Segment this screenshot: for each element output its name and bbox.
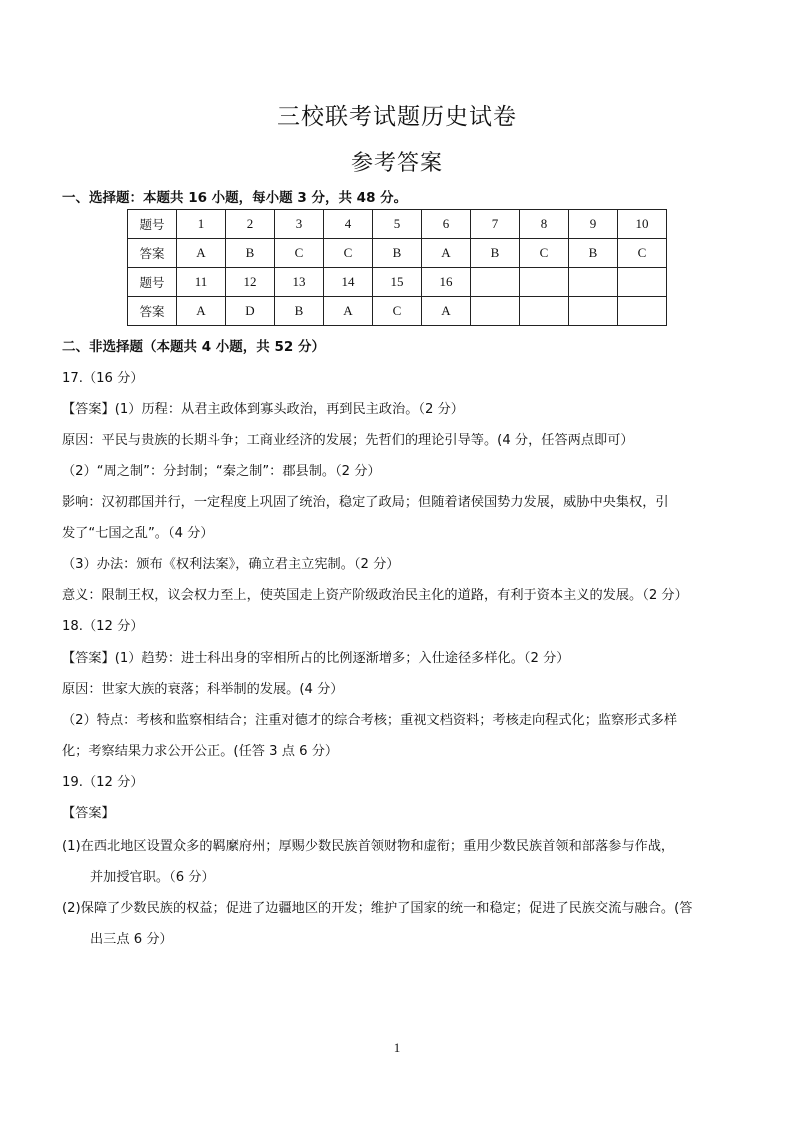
table-cell: C	[275, 239, 324, 268]
answer-line: 影响：汉初郡国并行，一定程度上巩固了统治，稳定了政局；但随着诸侯国势力发展，威胁中央集权，引	[62, 495, 669, 510]
table-cell: 10	[618, 210, 667, 239]
table-cell: C	[618, 239, 667, 268]
table-cell: 9	[569, 210, 618, 239]
table-cell: 13	[275, 268, 324, 297]
answer-line: （2）“周之制”：分封制；“秦之制”：郡县制。（2 分）	[62, 464, 381, 479]
table-cell	[618, 297, 667, 326]
table-cell: A	[177, 239, 226, 268]
table-cell: B	[226, 239, 275, 268]
table-cell	[520, 268, 569, 297]
table-cell: 15	[373, 268, 422, 297]
document-subtitle: 参考答案	[350, 151, 443, 176]
table-row	[128, 239, 667, 268]
table-cell: B	[373, 239, 422, 268]
question-18-heading: 18.（12 分）	[62, 619, 144, 634]
table-cell: 12	[226, 268, 275, 297]
table-cell: C	[324, 239, 373, 268]
table-cell: D	[226, 297, 275, 326]
table-cell	[520, 297, 569, 326]
section-1-heading: 一、选择题：本题共 16 小题，每小题 3 分，共 48 分。	[62, 190, 408, 206]
table-cell: 3	[275, 210, 324, 239]
answer-line: 化；考察结果力求公开公正。(任答 3 点 6 分）	[62, 744, 339, 759]
answer-line: 出三点 6 分）	[90, 932, 173, 947]
table-cell: 题号	[128, 210, 177, 239]
answer-line: 原因：平民与贵族的长期斗争；工商业经济的发展；先哲们的理论引导等。(4 分，任答两点即可）	[62, 433, 634, 448]
table-cell: 7	[471, 210, 520, 239]
table-cell: B	[471, 239, 520, 268]
table-cell: A	[177, 297, 226, 326]
table-cell: 5	[373, 210, 422, 239]
table-cell	[471, 268, 520, 297]
answer-line: （3）办法：颁布《权利法案》，确立君主立宪制。（2 分）	[62, 557, 400, 572]
table-cell: 题号	[128, 268, 177, 297]
table-cell: B	[569, 239, 618, 268]
table-row	[128, 210, 667, 239]
answer-line: 【答案】(1）趋势：进士科出身的宰相所占的比例逐渐增多；入仕途径多样化。（2 分）	[62, 651, 570, 666]
table-cell	[471, 297, 520, 326]
table-cell: C	[520, 239, 569, 268]
table-row	[128, 297, 667, 326]
table-cell: B	[275, 297, 324, 326]
page-number: 1	[393, 1040, 401, 1055]
table-row	[128, 268, 667, 297]
table-cell: 答案	[128, 239, 177, 268]
question-17-heading: 17.（16 分）	[62, 371, 144, 386]
table-cell: 1	[177, 210, 226, 239]
table-cell: C	[373, 297, 422, 326]
table-cell: 4	[324, 210, 373, 239]
table-cell	[569, 297, 618, 326]
section-2-heading: 二、非选择题（本题共 4 小题，共 52 分）	[62, 339, 325, 355]
table-cell: 16	[422, 268, 471, 297]
answer-line: 【答案】(1）历程：从君主政体到寡头政治，再到民主政治。（2 分）	[62, 402, 464, 417]
table-cell: A	[422, 239, 471, 268]
table-cell: 11	[177, 268, 226, 297]
question-19-heading: 19.（12 分）	[62, 775, 144, 790]
table-cell	[618, 268, 667, 297]
answer-line: (1)在西北地区设置众多的羁縻府州；厚赐少数民族首领财物和虚衔；重用少数民族首领和部落参与作战，	[62, 839, 675, 854]
table-cell: 8	[520, 210, 569, 239]
answer-line: 意义：限制王权，议会权力至上，使英国走上资产阶级政治民主化的道路，有利于资本主义的发展。（2 分）	[62, 588, 688, 603]
answer-line: 发了“七国之乱”。（4 分）	[62, 526, 214, 541]
answer-line: （2）特点：考核和监察相结合；注重对德才的综合考核；重视文档资料；考核走向程式化；监察形式多样	[62, 713, 678, 728]
table-cell: 14	[324, 268, 373, 297]
table-cell: 2	[226, 210, 275, 239]
table-cell: 答案	[128, 297, 177, 326]
table-cell: A	[324, 297, 373, 326]
table-cell: 6	[422, 210, 471, 239]
answer-line: 【答案】	[62, 806, 115, 821]
document-title: 三校联考试题历史试卷	[277, 104, 517, 130]
table-cell	[569, 268, 618, 297]
answer-line: 并加授官职。（6 分）	[90, 870, 215, 885]
answer-line: (2)保障了少数民族的权益；促进了边疆地区的开发；维护了国家的统一和稳定；促进了民族交流与融合。(答	[62, 901, 693, 916]
answer-table	[127, 209, 667, 326]
answer-line: 原因：世家大族的衰落；科举制的发展。(4 分）	[62, 682, 344, 697]
table-cell: A	[422, 297, 471, 326]
